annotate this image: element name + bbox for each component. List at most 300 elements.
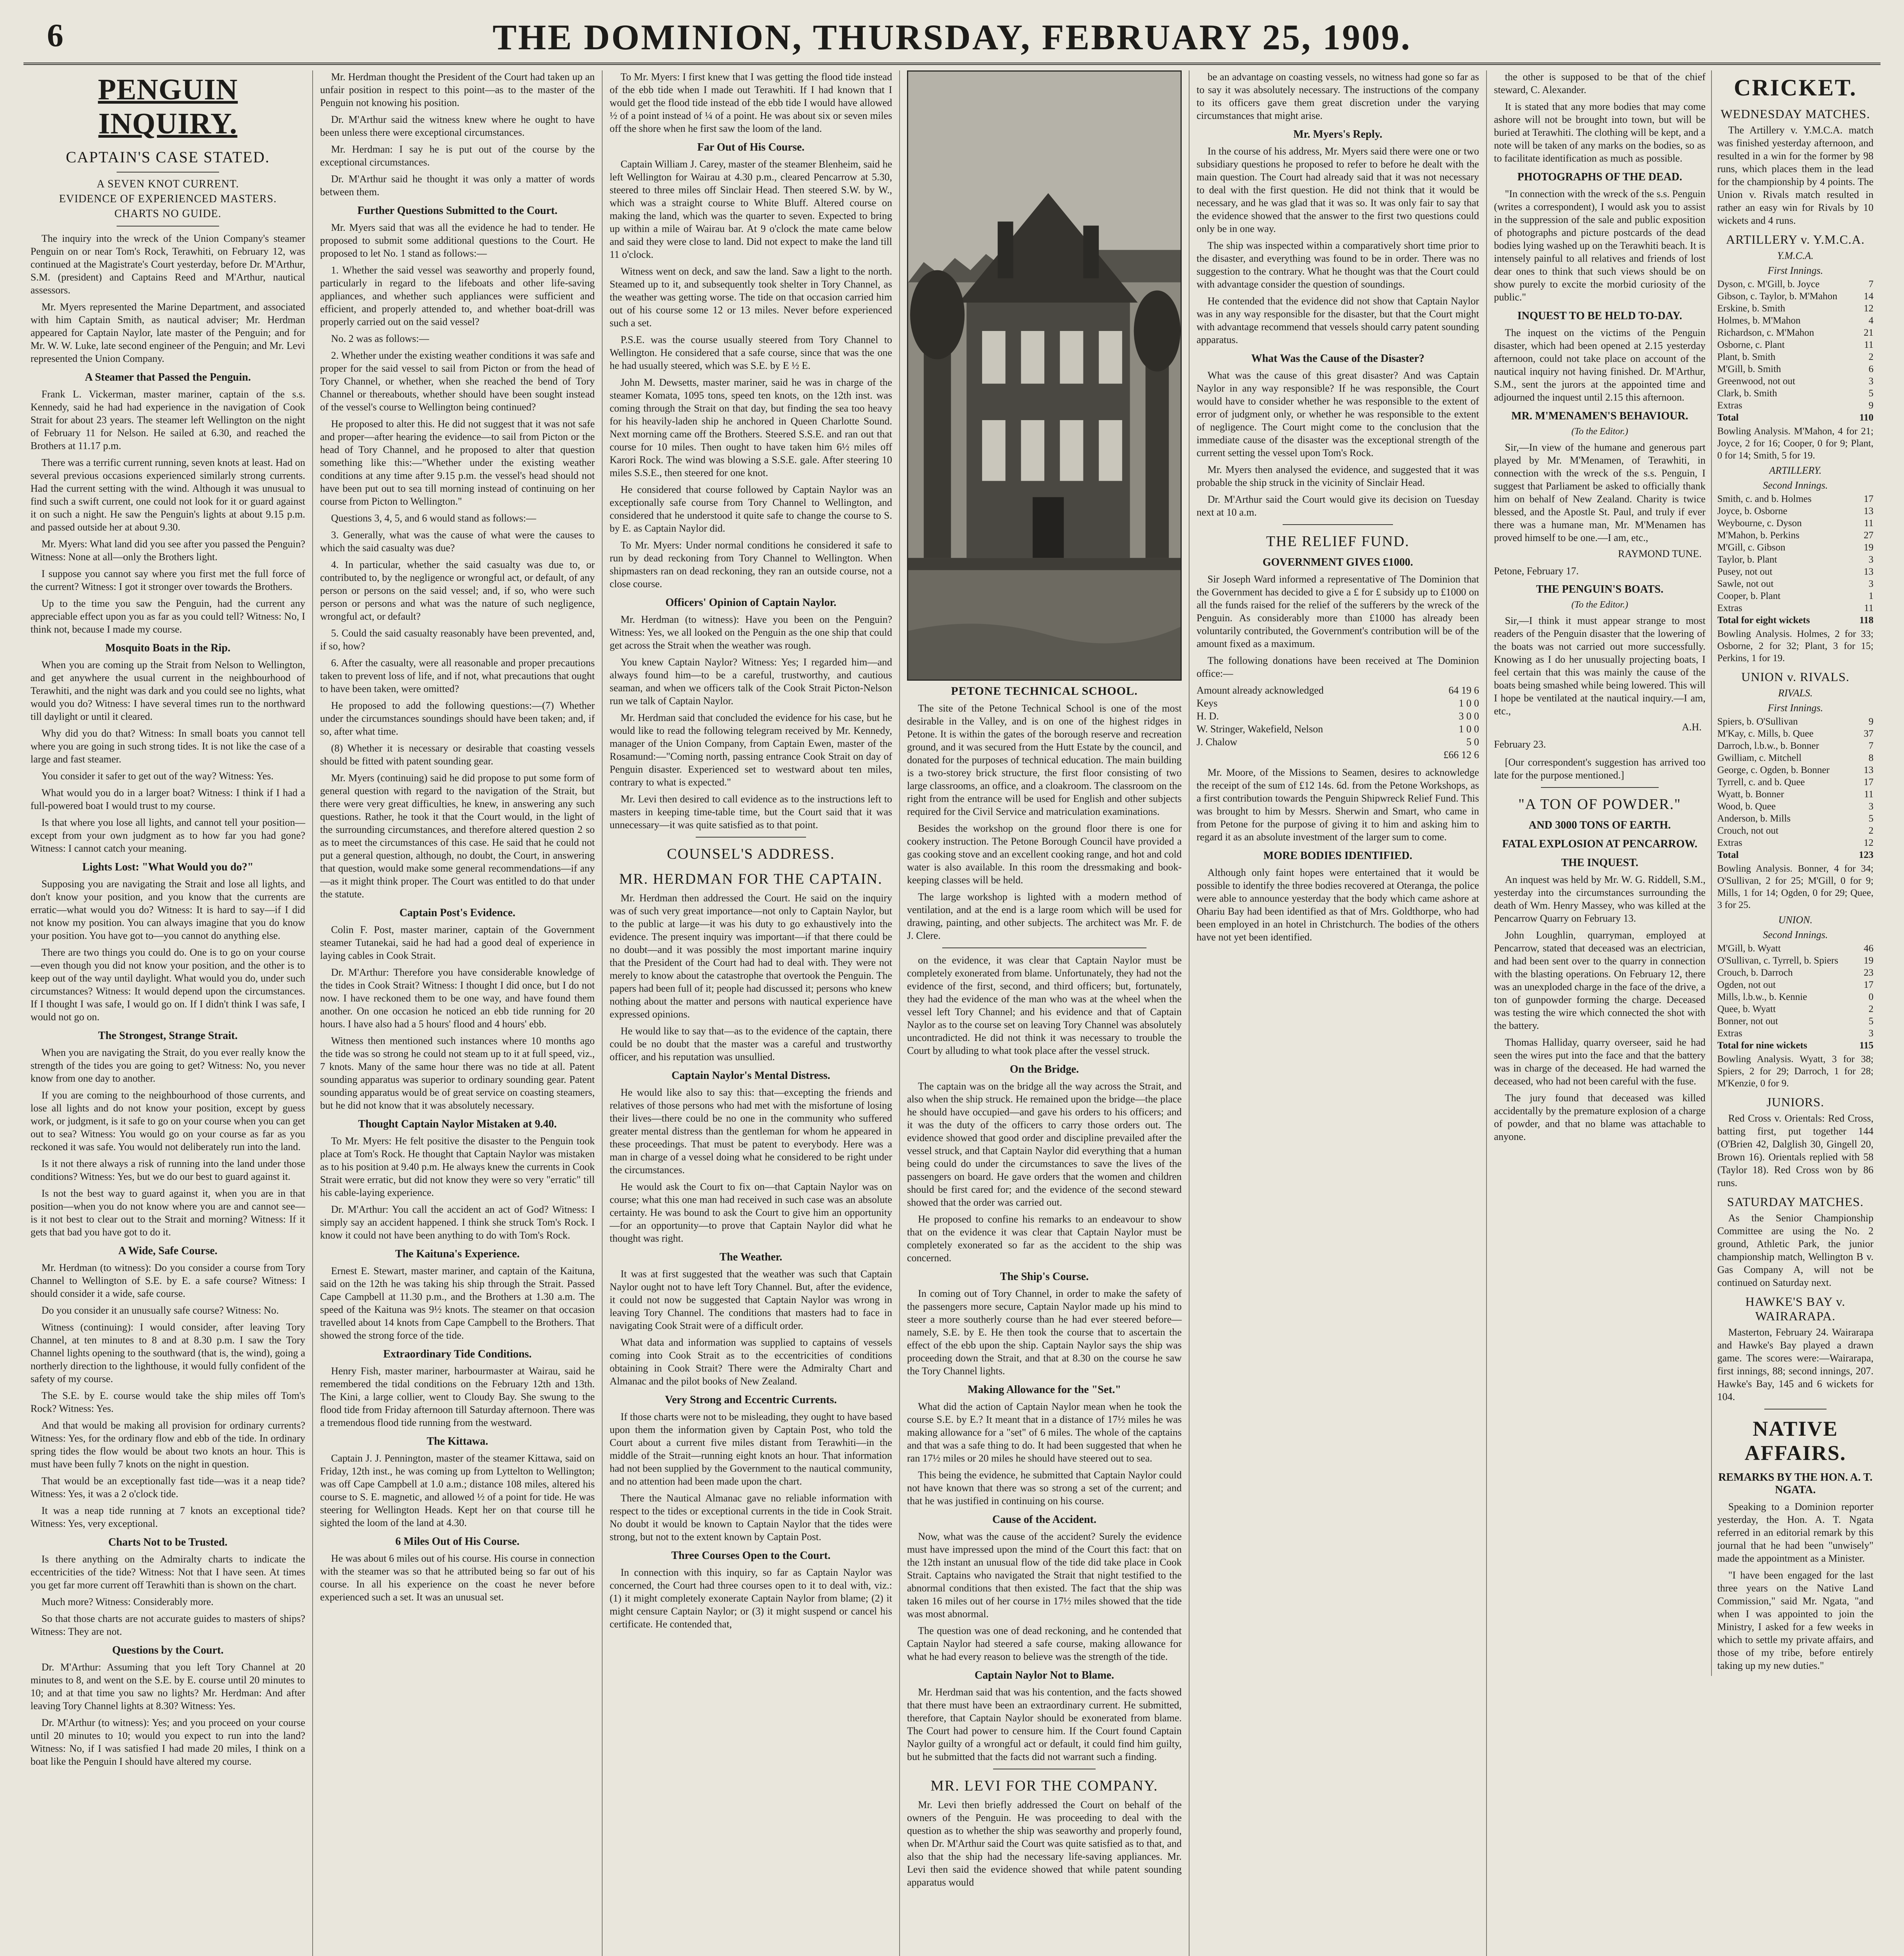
batsman: Taylor, b. Plant	[1717, 554, 1777, 565]
bowling-analysis: Bowling Analysis. M'Mahon, 4 for 21; Joyce, 2 for 16; Cooper, 0 for 9; Plant, 0 for 14; Smith, 5 for 19.	[1717, 426, 1873, 461]
paragraph: Thomas Halliday, quarry overseer, said he had seen the wires put into the face and that the battery was in charge of the deceased. He had warned the deceased, who had not been careful with the fuse.	[1494, 1037, 1706, 1087]
runs: 3	[1868, 1028, 1873, 1039]
paragraph: He proposed to add the following questions:—(7) Whether under the circumstances soundings should have been taken; and, if so, after what time.	[320, 700, 595, 737]
score-row	[1717, 716, 1873, 728]
subhead: A Wide, Safe Course.	[118, 1245, 218, 1257]
batsman: M'Gill, c. Gibson	[1717, 542, 1785, 553]
paragraph: Sir,—I think it must appear strange to most readers of the Penguin disaster that the lowering of the boats was not carried out more successfully. Knowing as I do her unusually projecting boats, I feel certain that this was mainly the cause of the boats being smashed while being lowered. This will I hope be ventilated at the nautical inquiry.—I am, etc.,	[1494, 615, 1706, 717]
runs: 37	[1864, 728, 1873, 739]
paragraph: As the Senior Championship Committee are using the No. 2 ground, Athletic Park, the junior championship match, Wellington B v. Gas Company A, will not be continued on Saturday next.	[1717, 1212, 1873, 1288]
paragraph: Witness went on deck, and saw the land. Saw a light to the north. Steamed up to it, and subsequently took shelter in Tory Channel, as the weather was getting worse. The tide on that occasion carried him out of his course some 12 or 13 miles. Never before experienced such a set.	[610, 266, 892, 329]
subhead: Captain Naylor's Mental Distress.	[671, 1070, 830, 1082]
news-subcolumn	[1494, 70, 1712, 1676]
batsman: M'Kay, c. Mills, b. Quee	[1717, 728, 1814, 739]
paragraph: In connection with this inquiry, so far as Captain Naylor was concerned, the Court had three courses open to it to deal with, viz.: (1) it might completely exonerate Captain Naylor from blame; (2) it might censure Captain Naylor; or (3) it might suspend or cancel his certificate. He contended that,	[610, 1567, 892, 1630]
paragraph: Mr. Herdman then addressed the Court. He said on the inquiry was of such very great importance—not only to Captain Naylor, but to the public at large—it was his duty to go exhaustively into the evidence. The present inquiry was important—if that there could be no doubt—and it was possibly the most important marine inquiry that the President of the Court had had to deal with. They were not merely to know about the catastrophe that overtook the Penguin. The papers had been full of it; people had discussed it; persons who knew nothing about the matter and persons with nautical experience have expressed opinions.	[610, 892, 892, 1020]
paragraph: Dr. M'Arthur: Assuming that you left Tory Channel at 20 minutes to 8, and went on the S.E. by E. course until 20 minutes to 10; and at that time you saw no lights? Mr. Herdman: And after leaving Tory Channel lights at 8.30? Witness: Yes.	[31, 1661, 305, 1712]
paragraph: be an advantage on coasting vessels, no witness had gone so far as to say it was absolutely necessary. The instructions of the company to its officers gave them great discretion under the varying circumstances that might arise.	[1197, 71, 1479, 121]
paragraph: There the Nautical Almanac gave no reliable information with respect to the tides or exceptional currents in the tide in Cook Strait. No doubt it would be known to Captain Naylor that the tides were strong, but not to the extent known by Captain Post.	[610, 1492, 892, 1543]
subhead: THE INQUEST.	[1561, 857, 1638, 869]
team-name: ARTILLERY.	[1769, 465, 1822, 476]
runs: 5	[1868, 388, 1873, 399]
runs: 118	[1859, 615, 1873, 626]
score-row	[1717, 788, 1873, 800]
paragraph: Speaking to a Dominion reporter yesterday, the Hon. A. T. Ngata referred in an editorial remark by this journal that he had been "unwisely" made the appointment as a Minister.	[1717, 1501, 1873, 1564]
paragraph: Mr. Herdman (to witness): Do you consider a course from Tory Channel to Wellington of S.E. by E. a safe course? Witness: I should consider it a wide, safe course.	[31, 1262, 305, 1299]
paragraph: Ernest E. Stewart, master mariner, and captain of the Kaituna, said on the 12th he was taking his ship through the Strait. Passed Cape Campbell at 11.30 p.m., and the Brothers at 1.30 a.m. The speed of the Kaituna was 9½ knots. The steamer on that occasion travelled about 14 knots from Cape Campbell to the Brothers. That showed the strong force of the tide.	[320, 1265, 595, 1341]
paragraph: Dr. M'Arthur said he thought it was only a matter of words between them.	[320, 173, 595, 198]
subhead: PHOTOGRAPHS OF THE DEAD.	[1517, 171, 1682, 183]
score-row	[1717, 602, 1873, 614]
subhead: THE PENGUIN'S BOATS.	[1536, 583, 1664, 595]
runs: 5	[1868, 813, 1873, 824]
batsman: Erskine, b. Smith	[1717, 303, 1785, 314]
paragraph: Mr. Myers (continuing) said he did propose to put some form of general question with regard to the navigation of the Strait, but there were very great difficulties, he knew, in answering any such questions. Rather, he took it that the Court would, in the light of the surrounding circumstances, and therefore altered question 2 so as to meet the circumstances of this case. He said that he could not put a general question, although, no doubt, the Court, in answering that question, would make some general recommendations—if any—as it might think proper. The Court was entitled to do that under the statute.	[320, 772, 595, 900]
paragraph: The captain was on the bridge all the way across the Strait, and also when the ship struck. He remained upon the bridge—the place he should have occupied—and gave his orders to his officers; and it was the duty of the officers to carry those orders out. The evidence showed that good order and discipline prevailed after the vessel struck, and that Captain Naylor did everything that a human being could do under the circumstances to save the lives of the passengers on board. He gave orders that the women and children should be first cared for; and the evidence of the second steward showed that the order was carried out.	[907, 1080, 1182, 1208]
native-affairs-heading: NATIVE AFFAIRS.	[1744, 1417, 1846, 1465]
paragraph: He proposed to confine his remarks to an endeavour to show that on the evidence it was clear that Captain Naylor must be completely exonerated so far as the accident to the ship was concerned.	[907, 1214, 1182, 1264]
paragraph: This being the evidence, he submitted that Captain Naylor could not have known that there was so strong a set of the current; and that he was justified in continuing on his course.	[907, 1469, 1182, 1507]
batsman: M'Gill, b. Smith	[1717, 364, 1781, 374]
score-row	[1717, 493, 1873, 505]
donor-name	[1197, 748, 1420, 761]
paragraph: P.S.E. was the course usually steered from Tory Channel to Wellington. He considered that a safe course, since that was the one he had usually steered, which was S.E. by E ½ E.	[610, 334, 892, 371]
score-row	[1717, 967, 1873, 979]
donation-amount: 1 0 0	[1459, 723, 1479, 735]
batsman: Quee, b. Wyatt	[1717, 1004, 1776, 1014]
paragraph: Mr. Myers then analysed the evidence, and suggested that it was probable the ship struck in the vicinity of Sinclair Head.	[1197, 464, 1479, 488]
letter-signature: A.H.	[1682, 721, 1702, 733]
paragraph: Mr. Moore, of the Missions to Seamen, desires to acknowledge the receipt of the sum of £12 14s. 6d. from the Petone Workshops, as a first contribution towards the Penguin Shipwreck Relief Fund. This was brought to him by Messrs. Sherwin and Smart, who came in from Petone for the purpose of giving it to him and asking him to regard it as an absolute investment of the larger sum to come.	[1197, 767, 1479, 843]
bowling-analysis: Bowling Analysis. Holmes, 2 for 33; Osborne, 2 for 32; Plant, 3 for 15; Perkins, 1 for 19.	[1717, 629, 1873, 663]
scorecard	[1717, 278, 1873, 424]
subhead: Further Questions Submitted to the Court.	[357, 205, 558, 217]
batsman: Osborne, c. Plant	[1717, 340, 1785, 350]
donor-name: H. D.	[1197, 710, 1219, 722]
batsman: Clark, b. Smith	[1717, 388, 1777, 399]
subhead: A Steamer that Passed the Penguin.	[85, 371, 251, 383]
section-heading: MR. HERDMAN FOR THE CAPTAIN.	[619, 871, 883, 887]
batsman: Gibson, c. Taylor, b. M'Mahon	[1717, 291, 1837, 302]
donor-name: Amount already acknowledged	[1197, 685, 1324, 696]
editor-note: [Our correspondent's suggestion has arrived too late for the purpose mentioned.]	[1494, 757, 1706, 781]
score-row	[1717, 776, 1873, 788]
paragraph: Up to the time you saw the Penguin, had the current any appreciable effect upon you as far as you could tell? Witness: No, I think not, because I made my course.	[31, 598, 305, 635]
runs: 19	[1864, 542, 1873, 553]
column-1	[23, 70, 313, 1956]
paragraph: 5. Could the said casualty reasonably have been prevented, and, if so, how?	[320, 627, 595, 652]
batsman: Mills, l.b.w., b. Kennie	[1717, 992, 1807, 1002]
innings-heading: Second Innings.	[1763, 929, 1828, 940]
paragraph: Dr. M'Arthur: You call the accident an act of God? Witness: I simply say an accident happened. I think she struck Tom's Rock. I know it could not have been anything to do with Tom's Rock.	[320, 1204, 595, 1241]
subhead: The Kaituna's Experience.	[395, 1248, 520, 1260]
score-row	[1717, 1027, 1873, 1039]
score-row	[1717, 505, 1873, 517]
score-row	[1717, 849, 1873, 861]
runs: 1	[1868, 591, 1873, 601]
score-row	[1717, 529, 1873, 541]
paragraph: The Artillery v. Y.M.C.A. match was finished yesterday afternoon, and resulted in a win for the former by 98 runs, which places them in the lead for the championship by 4 points. The Union v. Rivals match resulted in rather an easy win for Rivals by 10 wickets and 4 runs.	[1717, 124, 1873, 226]
score-row	[1717, 740, 1873, 752]
match-heading: UNION v. RIVALS.	[1741, 670, 1850, 684]
score-row	[1717, 1015, 1873, 1027]
innings-heading: Second Innings.	[1763, 480, 1828, 491]
paragraph: 4. In particular, whether the said casualty was due to, or contributed to, by the negligence or wrongful act, or default, of any person or persons on the said vessel; and, if so, who were such person or persons and what was the nature of such negligence, wrongful act, or default?	[320, 559, 595, 622]
batsman: Joyce, b. Osborne	[1717, 506, 1787, 516]
section-heading: COUNSEL'S ADDRESS.	[667, 846, 835, 862]
batsman: Holmes, b. M'Mahon	[1717, 315, 1801, 326]
paragraph: Dr. M'Arthur (to witness): Yes; and you proceed on your course until 20 minutes to 10; would you expect to run into the land? Witness: No, if I was satisfied I had made 20 miles, I think on a boat like the Penguin I should have altered my course.	[31, 1717, 305, 1767]
paragraph: Mr. Herdman said that was his contention, and the facts showed that there must have been an extraordinary current. He submitted, therefore, that Captain Naylor should be exonerated from blame. The Court had power to censure him. If the Court found Captain Naylor guilty of a wrongful act or default, it could find him guilty, but he submitted that the facts did not warrant such a finding.	[907, 1686, 1182, 1762]
score-row	[1717, 813, 1873, 825]
runs: 2	[1868, 825, 1873, 836]
paragraph: Do you consider it an unusually safe course? Witness: No.	[41, 1305, 279, 1316]
paragraph: What was the cause of this great disaster? And was Captain Naylor in any way responsible? If he was responsible, the Court would have to consider whether he was responsible to the extent of error of judgment only, or whether he was responsible to the extent of negligence. The Court might come to the conclusion that the immediate cause of the disaster was the exceptional strength of the current setting the vessel upon Tom's Rock.	[1197, 370, 1479, 458]
score-row	[1717, 541, 1873, 554]
donation-amount: 1 0 0	[1459, 698, 1479, 709]
score-row	[1717, 412, 1873, 424]
subhead: The Strongest, Strange Strait.	[98, 1030, 238, 1042]
batsman: Crouch, b. Darroch	[1717, 967, 1793, 978]
runs: 8	[1868, 753, 1873, 763]
runs: 3	[1868, 376, 1873, 387]
paragraph: Much more? Witness: Considerably more.	[41, 1596, 214, 1607]
paragraph: He contended that the evidence did not show that Captain Naylor was in any way responsible for the disaster, but that the Court might with advantage recommend that vessels should carry patent sounding apparatus.	[1197, 295, 1479, 345]
paragraph: I suppose you cannot say where you first met the full force of the current? Witness: I got it stronger over towards the Brothers.	[31, 568, 305, 592]
score-row	[1717, 363, 1873, 375]
divider	[942, 947, 1146, 948]
subhead: The Weather.	[719, 1251, 783, 1263]
runs: 2	[1868, 352, 1873, 362]
divider	[117, 172, 219, 173]
runs: 9	[1868, 400, 1873, 411]
subhead: GOVERNMENT GIVES £1000.	[1262, 556, 1413, 568]
runs: 23	[1864, 967, 1873, 978]
subhead: FATAL EXPLOSION AT PENCARROW.	[1502, 838, 1697, 850]
paragraph: He was about 6 miles out of his course. His course in connection with the steamer was so that he attributed being so far out of his course. In all his experience on the coast he never before experienced such a set. It was an unusual set.	[320, 1553, 595, 1603]
batsman: Total for eight wickets	[1717, 615, 1810, 626]
batsman: Cooper, b. Plant	[1717, 591, 1781, 601]
score-row	[1717, 955, 1873, 967]
to-the-editor: (To the Editor.)	[1571, 600, 1628, 610]
batsman: Wyatt, b. Bonner	[1717, 789, 1784, 800]
paragraph: Now, what was the cause of the accident? Surely the evidence must have impressed upon the mind of the Court this fact: that on the 12th instant an unusual flow of the tide did take place in Cook Strait. Captains who navigated the Strait that night testified to the abnormal conditions that then existed. The fact that the ship was taken 16 miles out of her course in 17½ miles showed that the tide was most abnormal.	[907, 1531, 1182, 1620]
paragraph: Mr. Herdman (to witness): Have you been on the Penguin? Witness: Yes, we all looked on the Penguin as the one ship that could get across the Strait when the weather was rough.	[610, 614, 892, 651]
runs: 115	[1859, 1040, 1873, 1051]
team-name: RIVALS.	[1778, 687, 1813, 699]
paragraph: Is not the best way to guard against it, when you are in that position—when you do not know where you are and cannot see—is it not best to clear out to the Strait and morning? Witness: If it gets that bad you have got to do it.	[31, 1188, 305, 1238]
paragraph: on the evidence, it was clear that Captain Naylor must be completely exonerated from blame. Unfortunately, they had not the evidence of the first, second, and third officers; but, fortunately, they had the evidence of the man who was at the wheel when the vessel left Tory Channel; and his evidence and that of Captain Naylor as to the course set on leaving Tory Channel was absolutely uncontradicted. He did not think it was necessary to trouble the Court by alluding to what took place after the vessel struck.	[907, 955, 1182, 1056]
paragraph: Besides the workshop on the ground floor there is one for cookery instruction. The Petone Borough Council have provided a gas cooking stove and an excellent cooking range, and hot and cold water is also available. In this room the dressmaking and book-keeping classes will be held.	[907, 823, 1182, 886]
batsman: Total for nine wickets	[1717, 1040, 1807, 1051]
paragraph: He proposed to alter this. He did not suggest that it was not safe and proper—after hearing the evidence—to sail from Picton or the head of Tory Channel, and he proposed to alter that question something like this:—"Whether under the existing weather conditions at any time after 9.15 p.m. the vessel's head should not have been put out to sea till morning instead of continuing on her course from Picton to Wellington."	[320, 418, 595, 507]
paragraph: An inquest was held by Mr. W. G. Riddell, S.M., yesterday into the circumstances surrounding the death of Wm. Henry Massey, who was killed at the Pencarrow Quarry on February 13.	[1494, 874, 1706, 924]
batsman: Anderson, b. Mills	[1717, 813, 1791, 824]
score-row	[1717, 517, 1873, 529]
subhead: Making Allowance for the "Set."	[967, 1384, 1121, 1396]
batsman: Ogden, not out	[1717, 980, 1776, 990]
scorecard	[1717, 493, 1873, 626]
paragraph: He considered that course followed by Captain Naylor was an exceptionally safe course from Tory Channel to Wellington, and considered that he understood it quite safe to change the course to S. by E. as Captain Naylor did.	[610, 484, 892, 534]
paragraph: Captain J. J. Pennington, master of the steamer Kittawa, said on Friday, 12th inst., he was coming up from Lyttelton to Wellington; was off Cape Campbell at 1.0 a.m.; distance 108 miles, altered his course to S. E. magnetic, and allowed ½ of a point for tide. He was steering for Wellington Heads. Kept her on that course till he sighted the loom of the land at 4.30.	[320, 1453, 595, 1528]
score-row	[1717, 387, 1873, 399]
subhead: Extraordinary Tide Conditions.	[383, 1348, 532, 1360]
runs: 9	[1868, 716, 1873, 727]
subhead: INQUEST TO BE HELD TO-DAY.	[1517, 310, 1682, 322]
runs: 6	[1868, 364, 1873, 374]
batsman: George, c. Ogden, b. Bonner	[1717, 765, 1830, 775]
paragraph: Mr. Levi then desired to call evidence as to the instructions left to masters in keeping time-table time, but the Court said that it was unnecessary—it was quite satisfied as to that point.	[610, 793, 892, 831]
runs: 7	[1868, 279, 1873, 289]
paragraph: When you are coming up the Strait from Nelson to Wellington, and get anywhere the usual current in the neighbourhood of Terawhiti, and the night was dark and you could see no lights, what would you do? Witness: I have several times run to the northward till daylight or until it cleared.	[31, 659, 305, 722]
score-row	[1717, 315, 1873, 327]
column-2	[313, 70, 603, 1956]
runs: 14	[1864, 291, 1873, 302]
paragraph: John M. Dewsetts, master mariner, said he was in charge of the steamer Komata, 1095 tons, speed ten knots, on the 12th inst. was coming through the Strait on that day, but finding the sea too heavy for his heavily-laden ship he anchored in Queen Charlotte Sound. Next morning came off the Brothers. Steered S.S.E. and ran out that course for 10 miles. Then ought to have taken him 6½ miles off Karori Rock. The wind was blowing a S.S.E. gale. After steering 10 miles S.S.E., then steered for one knot.	[610, 377, 892, 478]
batsman: Extras	[1717, 1028, 1742, 1039]
runs: 2	[1868, 1004, 1873, 1014]
subhead: Far Out of His Course.	[697, 141, 805, 153]
innings-heading: First Innings.	[1767, 702, 1823, 714]
runs: 13	[1864, 506, 1873, 516]
subhead: Cause of the Accident.	[992, 1514, 1096, 1526]
paragraph: What data and information was supplied to captains of vessels coming into Cook Strait as to the eccentricities of conditions obtaining in Cook Strait? There were the Admiralty Chart and Almanac and the pilot books of New Zealand.	[610, 1337, 892, 1387]
score-row	[1717, 339, 1873, 351]
deck-line: CHARTS NO GUIDE.	[114, 208, 221, 220]
paragraph: In the course of his address, Mr. Myers said there were one or two subsidiary questions he proposed to refer to before he dealt with the main question. The Court had already said that it was not necessary to deal with the first question. He did not think that it would be necessary, and he was glad that it was so. It was only fair to say that the evidence showed that the answer to the first two questions could only be in one way.	[1197, 146, 1479, 234]
divider	[1541, 787, 1659, 788]
match-heading: ARTILLERY v. Y.M.C.A.	[1726, 232, 1865, 246]
innings-heading: First Innings.	[1767, 265, 1823, 276]
section-heading: MR. LEVI FOR THE COMPANY.	[930, 1778, 1158, 1794]
subhead: Questions by the Court.	[112, 1644, 224, 1656]
score-row	[1717, 327, 1873, 339]
score-row	[1717, 1039, 1873, 1052]
sports-subcolumn	[1712, 70, 1873, 1676]
runs: 21	[1864, 327, 1873, 338]
score-row	[1717, 991, 1873, 1003]
batsman: Bonner, not out	[1717, 1016, 1778, 1027]
paragraph: 2. Whether under the existing weather conditions it was safe and proper for the said vessel to sail from Picton or from the head of Tory Channel, or whether, when she reached the bend of Tory Channel or thereabouts, whether should have been sought instead of the vessel's course to Wellington being continued?	[320, 350, 595, 413]
photo-caption: PETONE TECHNICAL SCHOOL.	[951, 685, 1138, 698]
team-name: Y.M.C.A.	[1777, 250, 1814, 261]
donation-row	[1197, 684, 1479, 697]
runs: 17	[1864, 777, 1873, 787]
paragraph: So that those charts are not accurate guides to masters of ships? Witness: They are not.	[31, 1613, 305, 1637]
runs: 11	[1864, 518, 1873, 529]
paragraph: There was a terrific current running, seven knots at least. Had on several previous occasions experienced similarly strong currents. Had the current setting with the wind. Although it was unusual to find such a swift current, one could not look for it or guard against it on such a night. He saw the Penguin's lights at about 9.15 p.m. and passed outside her at about 9.30.	[31, 457, 305, 533]
donation-total-row	[1197, 748, 1479, 761]
score-row	[1717, 837, 1873, 849]
paragraph: Sir,—In view of the humane and generous part played by Mr. M'Menamen, of Terawhiti, in connection with the wreck of the s.s. Penguin, I suggest that Parliament be asked to officially thank him on behalf of New Zealand. Charity is twice blessed, and the Apostle St. Paul, and truly if ever there was a humane man, Mr. M'Menamen has proved himself to be one.—I am, etc.,	[1494, 442, 1706, 543]
batsman: Total	[1717, 850, 1739, 860]
paragraph: Although only faint hopes were entertained that it would be possible to identify the three bodies recovered at Oteranga, the police were able to announce yesterday that the body which came ashore at Ohariu Bay had been identified as that of Mrs. Goldthorpe, who had been employed in an hotel in Christchurch. The bodies of the others have not yet been identified.	[1197, 867, 1479, 943]
donation-amount: 5 0	[1466, 736, 1479, 748]
bowling-analysis: Bowling Analysis. Bonner, 4 for 34; O'Sullivan, 2 for 25; M'Gill, 0 for 9; Mills, 1 for 14; Ogden, 0 for 29; Quee, 3 for 25.	[1717, 863, 1873, 910]
batsman: Extras	[1717, 603, 1742, 613]
paragraph: Henry Fish, master mariner, harbourmaster at Wairau, said he remembered the tidal conditions on the February 12th and 13th. The Kini, a large collier, went to Cloudy Bay. She swung to the flood tide from Friday afternoon till Saturday afternoon. There was a tremendous flood tide running from the westward.	[320, 1365, 595, 1428]
batsman: M'Gill, b. Wyatt	[1717, 943, 1781, 954]
batsman: Sawle, not out	[1717, 579, 1774, 589]
scorecard	[1717, 942, 1873, 1052]
runs: 7	[1868, 741, 1873, 751]
paragraph: It is stated that any more bodies that may come ashore will not be brought into town, but will be buried at Terawhiti. The clothing will be kept, and a note will be taken of any marks on the bodies, so as to facilitate identification as much as possible.	[1494, 101, 1706, 164]
paragraph: the other is supposed to be that of the chief steward, C. Alexander.	[1494, 71, 1706, 95]
paragraph: Dr. M'Arthur said the witness knew where he ought to have been unless there were exceptional circumstances.	[320, 114, 595, 138]
column-6	[1487, 70, 1881, 1956]
paragraph: There are two things you could do. One is to go on your course—even though you did not know your position, and the other is to keep out of the way until daylight. What would you do, under such circumstances? Witness: It would depend upon the circumstances. If I thought I was safe, I would go on. If I didn't think I was safe, I would not go on.	[31, 947, 305, 1023]
batsman: Darroch, l.b.w., b. Bonner	[1717, 741, 1819, 751]
section-heading: THE RELIEF FUND.	[1266, 533, 1410, 550]
paragraph: No. 2 was as follows:—	[331, 333, 429, 344]
subhead: Mosquito Boats in the Rip.	[105, 642, 230, 654]
paragraph: That would be an exceptionally fast tide—was it a neap tide? Witness: Yes, it was a 2 o'clock tide.	[31, 1475, 305, 1499]
subhead: 6 Miles Out of His Course.	[395, 1535, 520, 1548]
paragraph: Colin F. Post, master mariner, captain of the Government steamer Tutanekai, said he had had a good deal of experience in laying cables in Cook Strait.	[320, 924, 595, 961]
batsman: M'Mahon, b. Perkins	[1717, 530, 1800, 541]
donation-total: £66 12 6	[1443, 749, 1479, 760]
score-row	[1717, 752, 1873, 764]
paragraph: The site of the Petone Technical School is one of the most desirable in the Valley, and is on one of the highest ridges in Petone. It is within the gates of the borough reserve and recreation ground, and it was secured from the Hutt Estate by the council, and donated for the purposes of technical education. The main building is a two-storey brick structure, the first floor consisting of two large classrooms, an office, and a cloakroom. The classroom on the right from the entrance will be used for English and other subjects required for the Civil Service and matriculation examinations.	[907, 703, 1182, 817]
subhead: MORE BODIES IDENTIFIED.	[1263, 850, 1413, 862]
paragraph: (8) Whether it is necessary or desirable that coasting vessels should be fitted with patent sounding gear.	[320, 742, 595, 767]
score-row	[1717, 942, 1873, 955]
batsman: O'Sullivan, c. Tyrrell, b. Spiers	[1717, 955, 1838, 966]
paragraph: What would you do in a larger boat? Witness: I think if I had a full-powered boat I would trust to my course.	[31, 787, 305, 811]
match-heading: WEDNESDAY MATCHES.	[1720, 107, 1870, 121]
divider	[696, 837, 806, 838]
main-headline: PENGUIN INQUIRY.	[98, 73, 238, 140]
bowling-analysis: Bowling Analysis. Wyatt, 3 for 38; Spiers, 2 for 29; Darroch, 1 for 28; M'Kenzie, 0 for 9.	[1717, 1054, 1873, 1089]
paragraph: When you are navigating the Strait, do you ever really know the strength of the tides you are going to get? Witness: No, you never know from one day to another.	[31, 1047, 305, 1084]
runs: 0	[1868, 992, 1873, 1002]
batsman: Extras	[1717, 838, 1742, 848]
paragraph: Witness (continuing): I would consider, after leaving Tory Channel, at ten minutes to 8 and at 8.30 p.m. I saw the Tory Channel lights opening to the southward (that is, the wind), going a northerly direction to the lighthouse, it would fully confident of the safety of my course.	[31, 1321, 305, 1384]
subhead: Thought Captain Naylor Mistaken at 9.40.	[358, 1118, 557, 1130]
subhead: Captain Naylor Not to Blame.	[974, 1669, 1114, 1681]
paragraph: The large workshop is lighted with a modern method of ventilation, and at the end is a large room which will be used for drawing, painting, and other subjects. The architect was Mr. F. de J. Clere.	[907, 891, 1182, 941]
paragraph: Masterton, February 24. Wairarapa and Hawke's Bay played a drawn game. The scores were:—Wairarapa, first innings, 88; second innings, 207. Hawke's Bay, 145 and 6 wickets for 104.	[1717, 1327, 1873, 1402]
subhead: Mr. Myers's Reply.	[1293, 128, 1382, 140]
donation-row	[1197, 735, 1479, 748]
runs: 5	[1868, 1016, 1873, 1027]
subhead: Charts Not to be Trusted.	[108, 1536, 228, 1548]
paragraph: Mr. Herdman: I say he is put out of the course by the exceptional circumstances.	[320, 144, 595, 168]
batsman: Total	[1717, 412, 1739, 423]
paragraph: Why did you do that? Witness: In small boats you cannot tell where you are going in such strong tides. It is not like the case of a large and fast steamer.	[31, 728, 305, 765]
batsman: Smith, c. and b. Holmes	[1717, 494, 1812, 504]
score-row	[1717, 278, 1873, 290]
paragraph: He would ask the Court to fix on—that Captain Naylor was on course; what this one man had received in such case was an absolute certainty. He was bound to ask the Court to give him an opportunity—for an opportunity—to prove that Captain Naylor did what he thought was right.	[610, 1181, 892, 1244]
paragraph: You consider it safer to get out of the way? Witness: Yes.	[41, 770, 274, 782]
column-3	[603, 70, 900, 1956]
letter-dateline: Petone, February 17.	[1494, 565, 1579, 577]
runs: 19	[1864, 955, 1873, 966]
batsman: Wood, b. Quee	[1717, 801, 1776, 812]
divider	[117, 226, 219, 227]
runs: 12	[1864, 838, 1873, 848]
donation-row	[1197, 697, 1479, 710]
batsman: Extras	[1717, 400, 1742, 411]
paragraph: Dr. M'Arthur: Therefore you have considerable knowledge of the tides in Cook Strait? Witness: I thought I did once, but I do not now. I have reckoned them to be one way, and have found them another. On one occasion he noticed an ebb tide running for 20 hours. I have also had a 5 hours' flood and 4 hours' ebb.	[320, 967, 595, 1030]
paragraph: Supposing you are navigating the Strait and lose all lights, and don't know your position, and you know that the currents are erratic—what would you do? Witness: It is hard to say—if I did not know my position. You can always imagine that you do know your position. You have got to—you cannot do anything else.	[31, 878, 305, 941]
subhead: What Was the Cause of the Disaster?	[1251, 352, 1425, 365]
paragraph: He would like also to say this: that—excepting the friends and relatives of those persons who had met with the misfortune of losing their lives—there could be no one in the community who suffered greater mental distress than the gentleman for whom he appeared in these proceedings. That must be patent to everybody. Here was a man in charge of a vessel doing what he considered to be right under the circumstances.	[610, 1087, 892, 1176]
paragraph: If you are coming to the neighbourhood of those currents, and lose all lights and do not know your position, except by guess work, or judgment, is it safe to go on your course when you can get out to sea? Witness: You would go on your course as far as you reckoned it was safe. You would not deliberately run into the land.	[31, 1089, 305, 1152]
score-row	[1717, 825, 1873, 837]
columns	[23, 70, 1881, 1956]
batsman: Pusey, not out	[1717, 566, 1773, 577]
paragraph: And that would be making all provision for ordinary currents? Witness: Yes, for the ordinary flow and ebb of the tide. In ordinary spring tides the flow would be about two knots an hour. This is must have been fully 7 knots on the night in question.	[31, 1420, 305, 1470]
runs: 27	[1864, 530, 1873, 541]
paragraph: Witness then mentioned such instances where 10 months ago the tide was so strong he could not steam up to it at full speed, viz., 7 knots. Many of the same hour there was no tide at all. Patent sounding apparatus was superior to ordinary sounding gear. Patent sounding apparatus would be of great service on coasting steamers, but he did not know that it was absolutely necessary.	[320, 1035, 595, 1111]
paragraph: Is it not there always a risk of running into the land under those conditions? Witness: Yes, but we do our best to guard against it.	[31, 1158, 305, 1182]
building-illustration	[908, 72, 1181, 680]
paragraph: He would like to say that—as to the evidence of the captain, there could be no doubt that the master was a careful and trustworthy officer, and his reputation was unsullied.	[610, 1025, 892, 1062]
paragraph: Frank L. Vickerman, master mariner, captain of the s.s. Kennedy, said he had had experience in the navigation of Cook Strait for about 23 years. The steamer left Wellington on the night of February 11 for Nelson. He sailed at 6.30, and reached the Brothers at 11.17 p.m.	[31, 388, 305, 451]
score-row	[1717, 375, 1873, 387]
paragraph: The question was one of dead reckoning, and he contended that Captain Naylor had steered a safe course, making allowance for what he had every reason to believe was the strength of the tide.	[907, 1625, 1182, 1662]
runs: 3	[1868, 801, 1873, 812]
paragraph: The inquiry into the wreck of the Union Company's steamer Penguin on or near Tom's Rock, Terawhiti, on February 12, was continued at the Magistrate's Court yesterday, before Dr. M'Arthur, S.M. (president) and Captains Reed and M'Arthur, nautical assessors.	[31, 233, 305, 296]
deck-line: EVIDENCE OF EXPERIENCED MASTERS.	[59, 193, 277, 205]
subhead: MR. M'MENAMEN'S BEHAVIOUR.	[1511, 410, 1688, 422]
subhead: Lights Lost: "What Would you do?"	[82, 861, 254, 873]
paragraph: In coming out of Tory Channel, in order to make the safety of the passengers more secure, Captain Naylor made up his mind to steer a more southerly course than he had ever steered before—namely, S.E. by E. He then took the course that to ascertain the effect of the ebb upon the ship. Captain Naylor says the ship was proceeding down the Strait, and that at 8.30 on the course he saw the Tory Channel lights.	[907, 1288, 1182, 1377]
to-the-editor: (To the Editor.)	[1571, 426, 1628, 437]
donation-amount: 64 19 6	[1449, 685, 1479, 696]
paragraph: If those charts were not to be misleading, they ought to have based upon them the information given by Captain Post, who told the Court about a current five miles distant from Terawhiti—in the middle of the Strait—running eight knots an hour. That information had not been supplied by the Government to the nautical community, and no attention had been made upon the chart.	[610, 1411, 892, 1487]
paragraph: "In connection with the wreck of the s.s. Penguin (writes a correspondent), I would ask you to assist in the suppression of the sale and public exposition of photographs and picture postcards of the dead bodies lying washed up on the Terawhiti beach. It is intensely painful to all relatives and friends of lost dear ones to think that such views should be on show purely to excite the morbid curiosity of the public."	[1494, 188, 1706, 303]
paragraph: To Mr. Myers: Under normal conditions he considered it safe to run by dead reckoning from Tory Channel to Wellington. When shipmasters ran on dead reckoning, they ran an outside course, not a close course.	[610, 539, 892, 590]
subhead: Officers' Opinion of Captain Naylor.	[665, 597, 837, 609]
subhead: On the Bridge.	[1010, 1063, 1079, 1075]
paragraph: The following donations have been received at The Dominion office:—	[1197, 655, 1479, 679]
batsman: Crouch, not out	[1717, 825, 1779, 836]
school-photograph	[907, 70, 1182, 681]
paragraph: 6. After the casualty, were all reasonable and proper precautions taken to prevent loss of life, and if not, what precautions that ought to have been taken, were omitted?	[320, 657, 595, 694]
score-row	[1717, 566, 1873, 578]
paragraph: The ship was inspected within a comparatively short time prior to the disaster, and everything was found to be in order. There was no suggestion to the contrary. What he thought was that the Court could with advantage consider the question of soundings.	[1197, 240, 1479, 290]
donation-row	[1197, 710, 1479, 723]
score-row	[1717, 578, 1873, 590]
sub-headline: CAPTAIN'S CASE STATED.	[66, 148, 270, 166]
subhead: Three Courses Open to the Court.	[671, 1550, 831, 1562]
runs: 123	[1859, 850, 1873, 860]
batsman: Greenwood, not out	[1717, 376, 1796, 387]
paragraph: Is there anything on the Admiralty charts to indicate the eccentricities of the tide? Witness: Not that I have seen. At times you get far more current off Terawhiti than is shown on the chart.	[31, 1553, 305, 1591]
score-row	[1717, 764, 1873, 776]
subhead: Captain Post's Evidence.	[399, 907, 516, 919]
score-row	[1717, 302, 1873, 315]
section-heading: "A TON OF POWDER."	[1518, 796, 1681, 813]
donor-name: J. Chalow	[1197, 736, 1237, 748]
newspaper-title: THE DOMINION, THURSDAY, FEBRUARY 25, 1909.	[492, 17, 1412, 57]
paragraph: Mr. Levi then briefly addressed the Court on behalf of the owners of the Penguin. He was proceeding to deal with the question as to whether the ship was seaworthy and properly found, when Dr. M'Arthur said the Court was quite satisfied as to that, and also that the ship had the necessary life-saving appliances. Mr. Levi then said the evidence showed that while patent sounding apparatus would	[907, 1799, 1182, 1888]
column-4	[900, 70, 1190, 1956]
runs: 110	[1859, 412, 1873, 423]
subhead: The Ship's Course.	[1000, 1271, 1089, 1283]
score-row	[1717, 800, 1873, 813]
donation-amount: 3 0 0	[1459, 710, 1479, 722]
paragraph: To Mr. Myers: He felt positive the disaster to the Penguin took place at Tom's Rock. He thought that Captain Naylor was mistaken as to his position at 9.40 p.m. He always knew the currents in Cook Strait were erratic, but did not know they were so very "erratic" till his cable-laying experience.	[320, 1135, 595, 1198]
batsman: Plant, b. Smith	[1717, 352, 1776, 362]
runs: 4	[1868, 315, 1873, 326]
score-row	[1717, 399, 1873, 412]
paragraph: It was at first suggested that the weather was such that Captain Naylor ought not to have left Tory Channel. But, after the evidence, it could not now be suggested that Captain Naylor was wrong in leaving Tory Channel. The conditions that masters had to face in navigating Cook Strait were of a difficult order.	[610, 1268, 892, 1331]
paragraph: Red Cross v. Orientals: Red Cross, batting first, put together 144 (O'Brien 42, Dalglish 30, Gingell 20, Brown 16). Orientals replied with 58 (Taylor 18). Red Cross won by 86 runs.	[1717, 1113, 1873, 1188]
runs: 17	[1864, 980, 1873, 990]
